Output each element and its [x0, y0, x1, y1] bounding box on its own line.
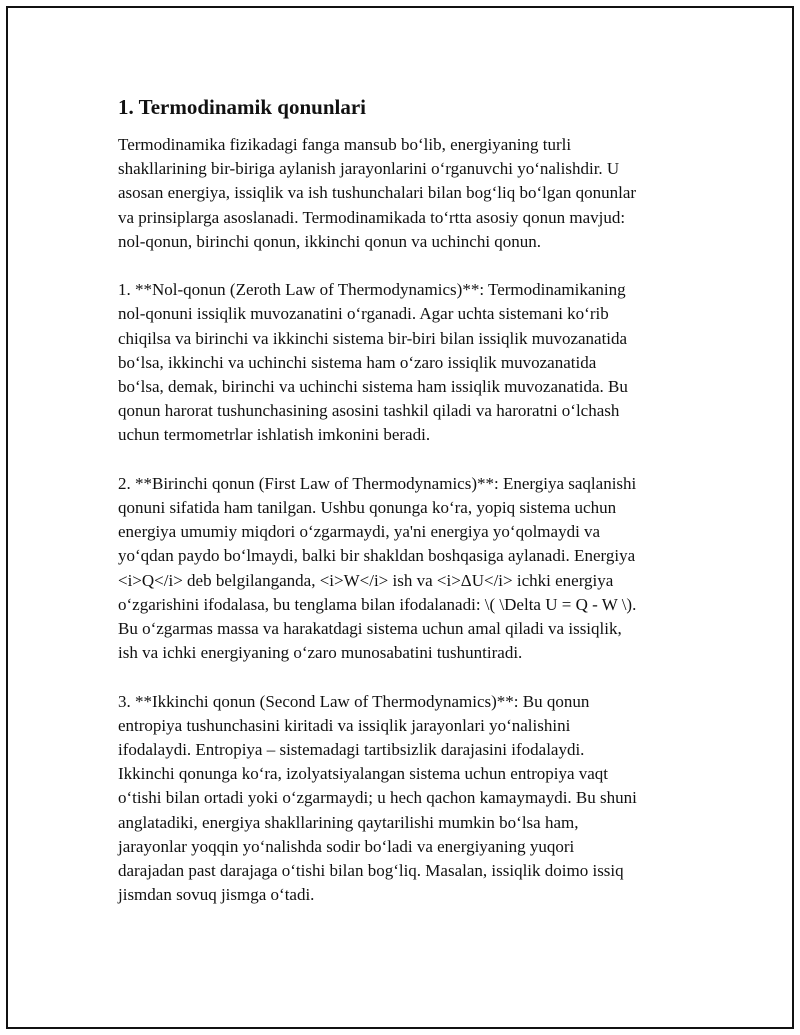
intro-paragraph: [118, 133, 684, 254]
text-line: qonun harorat tushunchasining asosini tashkil qiladi va haroratni o‘lchash: [118, 401, 620, 421]
text-line: Termodinamika fizikadagi fanga mansub bo‘lib, energiyaning turli: [118, 135, 572, 154]
text-line: chiqilsa va birinchi va ikkinchi sistema bir-biri bilan issiqlik muvozanatida: [118, 328, 628, 348]
text-line: uchun termometrlar ishlatish imkonini beradi.: [118, 425, 431, 445]
text-line: o‘tishi bilan ortadi yoki o‘zgarmaydi; u hech qachon kamaymaydi. Bu shuni: [118, 788, 637, 808]
text-line: Bu o‘zgarmas massa va harakatdagi sistema uchun amal qiladi va issiqlik,: [118, 619, 622, 639]
text-line: bo‘lsa, demak, birinchi va uchinchi sistema ham issiqlik muvozanatida. Bu: [118, 377, 628, 397]
document-body: [118, 94, 684, 932]
text-line: asosan energiya, issiqlik va ish tushunchalari bilan bog‘liq bo‘lgan qonunlar: [118, 183, 637, 203]
text-line: entropiya tushunchasini kiritadi va issiqlik jarayonlari yo‘nalishini: [118, 715, 571, 735]
text-line: 1. **Nol-qonun (Zeroth Law of Thermodynamics)**: Termodinamikaning: [118, 280, 626, 300]
text-line: jarayonlar yoqqin yo‘nalishda sodir bo‘ladi va energiyaning yuqori: [118, 836, 575, 856]
text-line: 3. **Ikkinchi qonun (Second Law of Thermodynamics)**: Bu qonun: [118, 691, 590, 711]
text-line: yo‘qdan paydo bo‘lmaydi, balki bir shakldan boshqasiga aylanadi. Energiya: [118, 546, 636, 566]
text-line: o‘zgarishini ifodalasa, bu tenglama bilan ifodalanadi: \( \Delta U = Q - W \).: [118, 594, 637, 614]
text-line: qonuni sifatida ham tanilgan. Ushbu qonunga ko‘ra, yopiq sistema uchun: [118, 498, 617, 518]
text-line: bo‘lsa, ikkinchi va uchinchi sistema ham o‘zaro issiqlik muvozanatida: [118, 352, 597, 372]
text-line: <i>Q</i> deb belgilanganda, <i>W</i> ish va <i>ΔU</i> ichki energiya: [118, 570, 614, 590]
text-line: nol-qonuni issiqlik muvozanatini o‘rganadi. Agar uchta sistemani ko‘rib: [118, 304, 609, 324]
text-line: nol-qonun, birinchi qonun, ikkinchi qonun va uchinchi qonun.: [118, 231, 542, 251]
text-line: jismdan sovuq jismga o‘tadi.: [118, 885, 315, 905]
text-line: shakllarining bir-biriga aylanish jarayonlarini o‘rganuvchi yo‘nalishdir. U: [118, 159, 620, 179]
text-line: energiya umumiy miqdori o‘zgarmaydi, ya'ni energiya yo‘qolmaydi va: [118, 522, 601, 542]
text-line: ish va ichki energiyaning o‘zaro munosabatini tushuntiradi.: [118, 643, 523, 663]
document-title: 1. Termodinamik qonunlari: [118, 95, 366, 119]
second-law-paragraph: [118, 690, 684, 908]
text-line: Ikkinchi qonunga ko‘ra, izolyatsiyalangan sistema uchun entropiya vaqt: [118, 764, 609, 784]
zeroth-law-paragraph: [118, 278, 684, 447]
text-line: darajadan past darajaga o‘tishi bilan bog‘liq. Masalan, issiqlik doimo issiq: [118, 861, 624, 881]
text-line: va prinsiplarga asoslanadi. Termodinamikada to‘rtta asosiy qonun mavjud:: [118, 207, 626, 227]
first-law-paragraph: [118, 472, 684, 666]
text-line: anglatadiki, energiya shakllarining qaytarilishi mumkin bo‘lsa ham,: [118, 812, 579, 832]
text-line: ifodalaydi. Entropiya – sistemadagi tartibsizlik darajasini ifodalaydi.: [118, 740, 585, 760]
text-line: 2. **Birinchi qonun (First Law of Thermodynamics)**: Energiya saqlanishi: [118, 473, 637, 493]
